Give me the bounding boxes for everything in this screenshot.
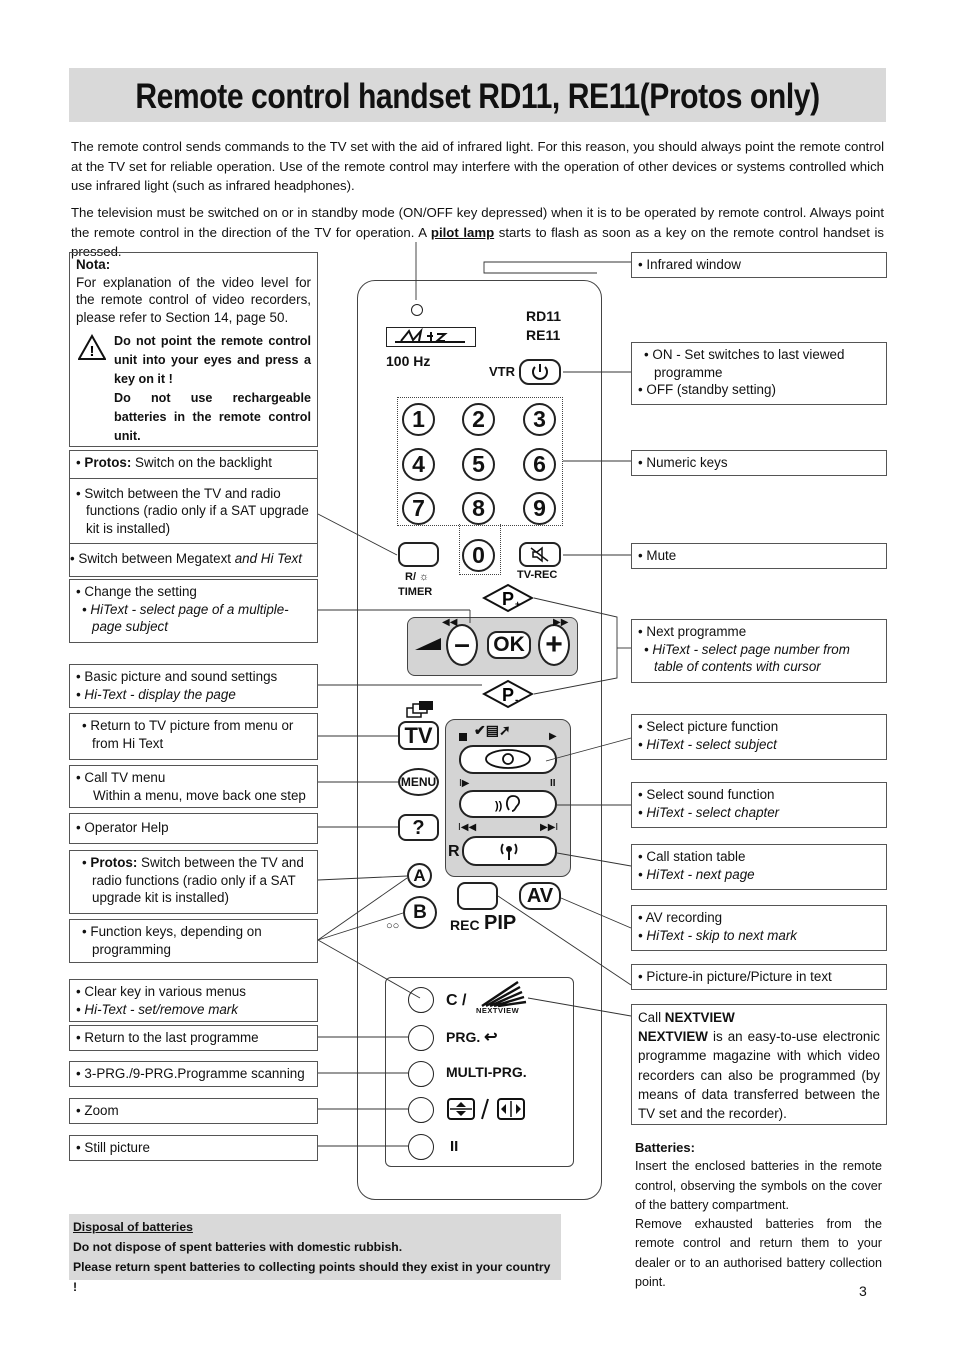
return-last-text: Return to the last programme [84,1030,259,1045]
pages-icon [405,700,437,721]
box-pip: • Picture-in picture/Picture in text [631,964,887,990]
mute-button[interactable] [519,542,561,567]
rec-label: REC [450,917,480,933]
batteries-paragraph-2: Remove exhausted batteries from the remote control and return them to your dealer or to an authorised battery collection point. [635,1217,882,1290]
digit-key-4[interactable]: 5 [462,448,495,481]
digit-key-0[interactable]: 1 [402,403,435,436]
call-station-hitext: HiText - next page [646,866,755,882]
next-programme-text: Next programme [646,624,747,639]
page-title: Remote control handset RD11, RE11(Protos only) [135,77,820,116]
box-zoom: • Zoom [69,1098,318,1124]
pause-label: II [450,1138,459,1155]
select-picture-hitext: HiText - select subject [646,736,777,752]
pilot-lamp-term: pilot lamp [430,224,495,240]
digit-key-5[interactable]: 6 [523,448,556,481]
intro-text-end: starts to flash as soon as a key on the remote control handset is pressed. [71,224,885,259]
off-text: OFF (standby setting) [646,382,776,397]
p-minus-icon [482,679,534,709]
box-return-tv: • Return to TV picture from menu or from Hi Text [69,713,318,760]
r-label-text: R/ [405,571,416,583]
tape-icon: ○○ [386,920,400,932]
change-setting-text: Change the setting [84,584,197,599]
hitext-text: and Hi Text [234,551,302,566]
still-picture-key[interactable] [408,1134,434,1160]
clear-key[interactable] [408,987,434,1013]
svg-text:+: + [515,599,521,609]
select-sound-text: Select sound function [646,787,775,802]
numeric-text: Numeric keys [646,455,728,470]
skip-back-icon: I◀◀ [458,822,477,833]
model-re11: RE11 [526,327,561,343]
prg-label-text: PRG. [446,1029,481,1045]
warning-icon [78,334,106,360]
nota-box [69,252,318,447]
svg-text:!: ! [89,343,95,360]
clear-label: C / [446,992,467,1009]
return-arrow-icon: ↩ [484,1029,498,1046]
disposal-box [69,1214,561,1294]
intro-text: The television must be switched on or in standby mode (ON/OFF key depressed) when it is to be operated by remote control. Always point the remote control in the direction of the TV for operation. A [71,205,884,240]
disposal-line-1: Do not dispose of spent batteries with domestic rubbish. [73,1240,403,1254]
megatext-text: Switch between Megatext [78,551,235,566]
box-basic-settings: • Basic picture and sound settings • Hi-Text - display the page [69,664,318,708]
warning-batteries: Do not use rechargeable batteries in the remote control unit. [114,391,311,443]
picture-button[interactable] [459,745,557,774]
metz-logo-mark [387,328,474,345]
still-text: Still picture [84,1140,150,1155]
protos-tv-radio-text: Switch between the TV and radio functions (radio only if a SAT upgrade kit is installed) [92,855,304,905]
box-call-menu: • Call TV menu Within a menu, move back one step [69,765,318,808]
clear-key-text: Clear key in various menus [84,984,246,999]
p-plus-icon [482,583,534,613]
sound-button[interactable] [459,790,557,818]
ok-button[interactable]: OK [487,631,531,659]
pip-label: PIP [484,912,517,934]
batteries-paragraph-1: Insert the enclosed batteries in the remote control, observing the symbols on the cover of the battery compartment. [635,1159,882,1212]
nextview-call: Call [638,1010,665,1025]
next-programme-hitext: HiText - select page number from table of contents with cursor [652,641,850,674]
station-table-button[interactable] [462,836,557,866]
play-small-icon: ▶ [549,731,557,742]
multi-prg-key[interactable] [408,1061,434,1087]
volume-wedge-icon [413,632,443,656]
av-recording-text: AV recording [645,910,723,925]
volume-up-button[interactable]: + [538,624,570,666]
svg-text:P: P [501,589,515,609]
scanning-text: 3-PRG./9-PRG.Programme scanning [84,1066,305,1081]
digit-key-8[interactable]: 9 [523,492,556,525]
svg-text:-: - [515,695,519,706]
clear-key-hitext: Hi-Text - set/remove mark [84,1001,238,1017]
svg-text:P: P [501,685,515,705]
box-on-off: • ON - Set switches to last viewed programme • OFF (standby setting) [631,342,887,405]
digit-key-6[interactable]: 7 [402,492,435,525]
pilot-lamp [411,304,423,316]
ear-icon [461,792,555,816]
box-numeric: • Numeric keys [631,450,887,476]
box-select-picture: • Select picture function • HiText - select subject [631,714,887,760]
av-recording-hitext: HiText - skip to next mark [646,927,797,943]
box-nextview [631,1004,887,1125]
call-menu-text-2: Within a menu, move back one step [93,787,306,803]
timer-label: TIMER [398,586,433,598]
prg-label [446,1027,498,1047]
protos-label-2: Protos: [90,855,138,870]
box-backlight-group: • Protos: Switch on the backlight • Switch between the TV and radio functions (radio only if a SAT upgrade kit is installed) • Switch between Megatext and Hi Text [69,450,318,577]
pip-text: Picture-in picture/Picture in text [646,969,832,984]
box-select-sound: • Select sound function • HiText - select chapter [631,782,887,828]
nextview-logo-mark [476,980,528,1008]
box-scanning: • 3-PRG./9-PRG.Programme scanning [69,1061,318,1087]
select-sound-hitext: HiText - select chapter [646,804,780,820]
digit-key-3[interactable]: 4 [402,448,435,481]
metz-logo [386,327,476,347]
function-a-button[interactable]: A [407,863,432,888]
select-picture-text: Select picture function [646,719,779,734]
call-menu-text: Call TV menu [84,770,166,785]
mute-text: Mute [646,548,677,563]
batteries-section [635,1138,882,1292]
menu-button[interactable]: MENU [398,768,439,796]
zoom-key[interactable] [408,1097,434,1123]
box-return-last: • Return to the last programme [69,1025,318,1051]
tv-radio-text: Switch between the TV and radio functions (radio only if a SAT upgrade kit is installed) [84,485,309,536]
page-number: 3 [859,1283,867,1299]
nextview-logo-text: NEXTVIEW [476,1006,520,1015]
change-setting-hitext: HiText - select page of a multiple-page subject [90,601,289,634]
box-operator-help: • Operator Help [69,813,318,844]
function-keys-text: Function keys, depending on programming [90,924,262,957]
digit-key-7[interactable]: 8 [462,492,495,525]
disposal-line-2: Please return spent batteries to collecting points should they exist in your country ! [73,1260,551,1294]
vtr-label: VTR [489,364,515,379]
pause-small-icon: II [550,778,556,789]
batteries-heading: Batteries: [635,1140,695,1155]
multi-prg-label: MULTI-PRG. [446,1064,527,1080]
disposal-heading: Disposal of batteries [73,1220,193,1234]
rewind-small-icon: ◀◀ [442,617,458,628]
return-tv-text: Return to TV picture from menu or from Hi Text [90,718,294,751]
model-rd11: RD11 [526,308,562,324]
r-key-label: R [448,843,460,860]
nota-text: For explanation of the video level for the remote control of video recorders, please refer to Section 14, page 50. [76,274,311,325]
box-next-programme: • Next programme • HiText - select page number from table of contents with cursor [631,619,887,683]
warning-eyes: Do not point the remote control unit into your eyes and press a key on it ! [114,334,311,386]
box-function-keys: • Function keys, depending on programming [69,919,318,963]
skip-forward-icon: ▶▶I [540,822,559,833]
on-text: ON - Set switches to last viewed programme [652,347,845,380]
hitext-icons: ✔▤➚ [474,722,511,738]
basic-settings-hitext: Hi-Text - display the page [84,686,236,702]
frame-back-icon: I▶ [459,778,470,789]
box-infrared: • Infrared window [631,252,887,278]
intro-paragraph-1: The remote control sends commands to the TV set with the aid of infrared light. For this reason, you should always point the remote control at the TV set for reliable operation. Use of the remote control may interfere with the operation of other devices or systems controlled which use infrared light (such as infrared headphones). [71,139,884,193]
tv-rec-label: TV-REC [517,569,558,581]
power-button[interactable] [519,359,561,385]
box-call-station: • Call station table • HiText - next page [631,844,887,890]
protos-label: Protos: [84,455,132,470]
operator-help-text: Operator Help [84,820,169,835]
r-label: R/ ☼ [405,571,430,583]
radio-timer-button[interactable] [398,542,439,567]
digit-key-2[interactable]: 3 [523,403,556,436]
nota-warning [76,332,311,446]
programme-up-button[interactable] [482,583,534,613]
programme-down-button[interactable] [482,679,534,709]
box-mute: • Mute [631,543,887,569]
return-programme-key[interactable] [408,1025,434,1051]
box-still: • Still picture [69,1135,318,1161]
box-protos-tv-radio: • Protos: Switch between the TV and radio functions (radio only if a SAT upgrade kit is installed) [69,850,318,914]
power-icon [521,361,559,383]
basic-settings-text: Basic picture and sound settings [84,669,278,684]
backlight-text: Switch on the backlight [131,455,272,470]
box-av-recording: • AV recording • HiText - skip to next mark [631,905,887,951]
forward-small-icon: ▶▶ [553,617,569,628]
zoom-icons [446,1095,526,1123]
svg-text:)): )) [495,800,503,812]
nextview-description: is an easy-to-use electronic programme magazine with which video recorders can also be programmed (by means of data transferred between the TV set and the recorder). [638,1029,880,1122]
stop-small-icon [459,733,467,741]
tv-button[interactable]: TV [398,721,439,750]
function-b-button[interactable]: B [403,896,437,929]
box-clear-key: • Clear key in various menus • Hi-Text - set/remove mark [69,979,318,1022]
volume-down-button[interactable]: – [446,624,478,666]
av-button[interactable]: AV [519,882,561,910]
box-change-setting: • Change the setting • HiText - select page of a multiple-page subject [69,579,318,643]
digit-key-9[interactable]: 0 [462,539,495,572]
zoom-text: Zoom [84,1103,119,1118]
nextview-logo [476,980,528,1016]
help-button[interactable]: ? [398,814,439,841]
hz-label: 100 Hz [386,353,431,369]
nextview-bold: NEXTVIEW [664,1010,735,1025]
nextview-bold-2: NEXTVIEW [638,1029,708,1045]
infrared-text: Infrared window [646,257,741,272]
mute-icon [521,544,559,565]
call-station-text: Call station table [646,849,746,864]
antenna-icon [464,838,555,864]
nota-heading: Nota: [76,257,111,272]
digit-key-1[interactable]: 2 [462,403,495,436]
pip-button[interactable] [457,882,498,910]
eye-icon [461,747,555,772]
